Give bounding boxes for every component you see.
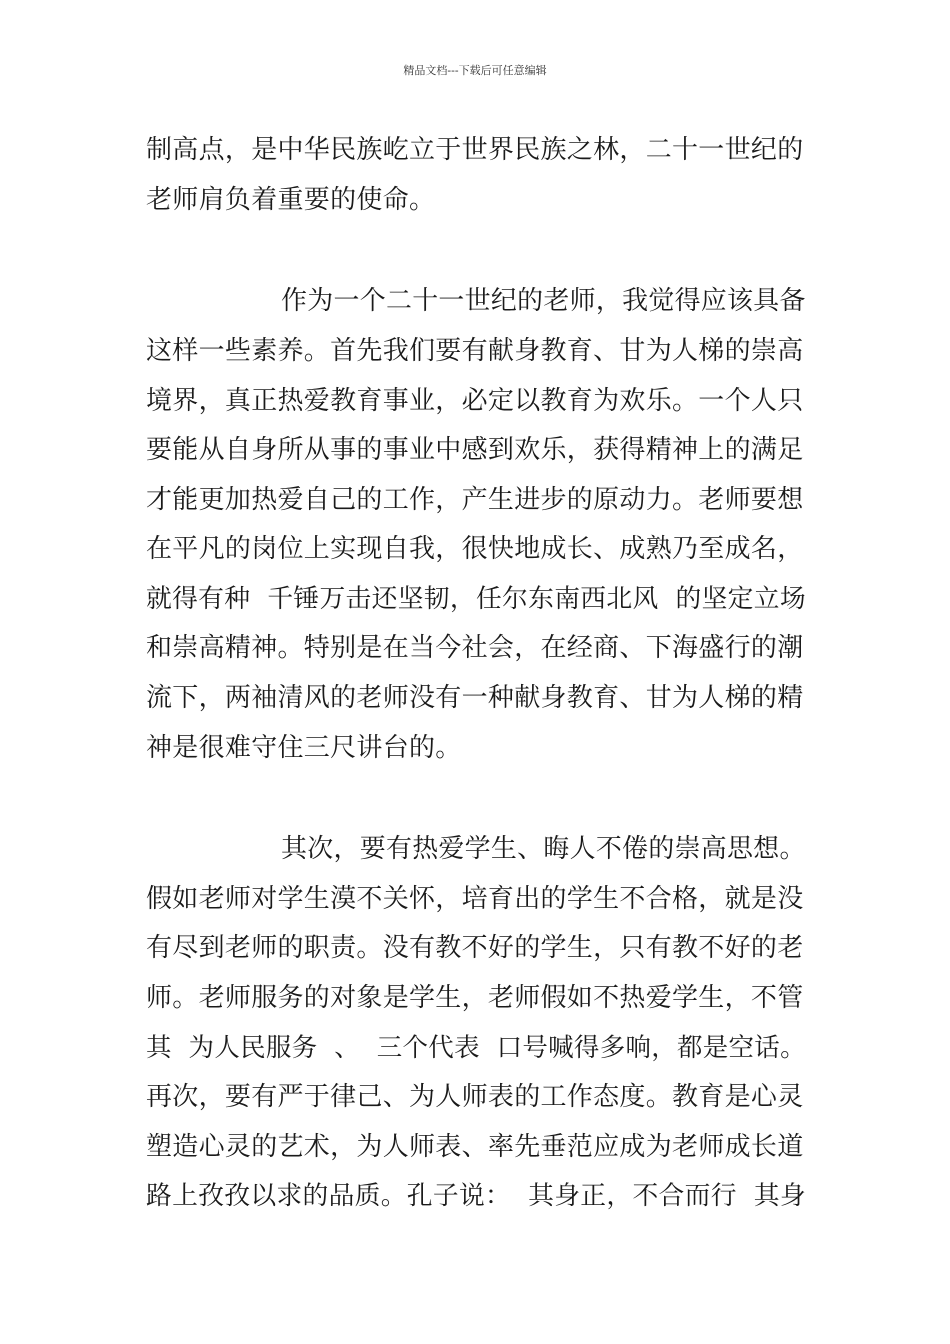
text-line-15: 有尽到老师的职责。没有教不好的学生，只有教不好的老: [146, 933, 804, 963]
text-line-8: 在平凡的岗位上实现自我，很快地成长、成熟乃至成名，: [146, 534, 804, 564]
text-line-13: 其次，要有热爱学生、晦人不倦的崇高思想。: [281, 834, 806, 864]
text-line-12: 神是很难守住三尺讲台的。: [146, 733, 462, 763]
text-line-4: 这样一些素养。首先我们要有献身教育、甘为人梯的崇高: [146, 336, 804, 366]
text-line-2: 老师肩负着重要的使命。: [146, 185, 436, 215]
text-line-6: 要能从自身所从事的事业中感到欢乐，获得精神上的满足: [146, 435, 804, 465]
text-line-1: 制高点，是中华民族屹立于世界民族之林，二十一世纪的: [146, 135, 804, 165]
text-line-16: 师。老师服务的对象是学生，老师假如不热爱学生，不管: [146, 983, 804, 1013]
text-line-20: 路上孜孜以求的品质。孔子说： 其身正，不合而行 其身: [146, 1181, 806, 1211]
text-line-5: 境界，真正热爱教育事业，必定以教育为欢乐。一个人只: [146, 386, 804, 416]
text-line-10: 和崇高精神。特别是在当今社会，在经商、下海盛行的潮: [146, 633, 804, 663]
page-header: 精品文档---下载后可任意编辑: [403, 64, 547, 77]
text-line-19: 塑造心灵的艺术，为人师表、率先垂范应成为老师成长道: [146, 1132, 804, 1162]
text-line-9: 就得有种 千锤万击还坚韧，任尔东南西北风 的坚定立场: [146, 584, 806, 614]
text-line-18: 再次，要有严于律己、为人师表的工作态度。教育是心灵: [146, 1082, 804, 1112]
text-line-17: 其 为人民服务 、 三个代表 口号喊得多响，都是空话。: [146, 1033, 806, 1063]
text-line-11: 流下，两袖清风的老师没有一种献身教育、甘为人梯的精: [146, 683, 804, 713]
text-line-14: 假如老师对学生漠不关怀，培育出的学生不合格，就是没: [146, 884, 804, 914]
text-line-3: 作为一个二十一世纪的老师，我觉得应该具备: [281, 286, 806, 316]
text-line-7: 才能更加热爱自己的工作，产生进步的原动力。老师要想: [146, 485, 804, 515]
